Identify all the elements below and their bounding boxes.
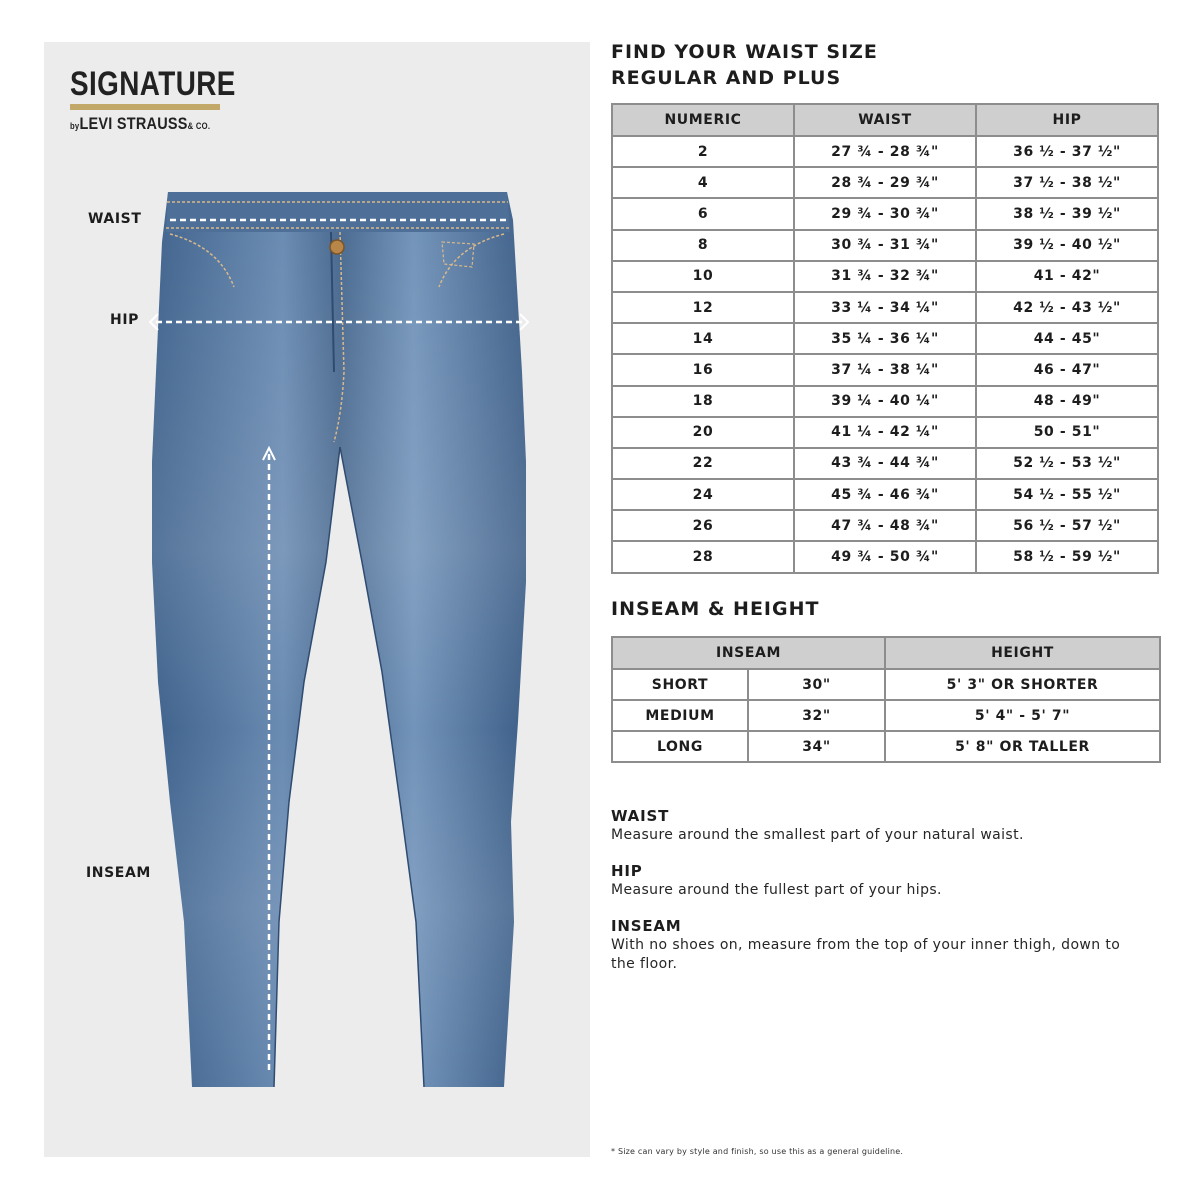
inseam-cell: 30" xyxy=(748,669,885,700)
brand-accent-bar xyxy=(70,104,220,110)
numeric-cell: 14 xyxy=(612,323,794,354)
inseam-section-title: INSEAM & HEIGHT xyxy=(611,598,820,620)
numeric-cell: 4 xyxy=(612,167,794,198)
waist-cell: 33 ¼ - 34 ¼" xyxy=(794,292,976,323)
numeric-cell: 12 xyxy=(612,292,794,323)
numeric-cell: 28 xyxy=(612,541,794,572)
inseam-height-table xyxy=(611,636,1161,763)
height-cell: 5' 3" OR SHORTER xyxy=(885,669,1160,700)
inseam-cell: 34" xyxy=(748,731,885,762)
table-row xyxy=(612,386,1158,417)
hip-cell: 39 ½ - 40 ½" xyxy=(976,230,1158,261)
table-row xyxy=(612,261,1158,292)
waist-size-table xyxy=(611,103,1159,574)
numeric-cell: 24 xyxy=(612,479,794,510)
header-waist: WAIST xyxy=(794,104,976,136)
length-cell: LONG xyxy=(612,731,748,762)
numeric-cell: 20 xyxy=(612,417,794,448)
table-row xyxy=(612,417,1158,448)
table-row xyxy=(612,541,1158,572)
waist-label: WAIST xyxy=(88,211,142,227)
numeric-cell: 16 xyxy=(612,354,794,385)
hip-cell: 46 - 47" xyxy=(976,354,1158,385)
definition-term: WAIST xyxy=(611,807,670,825)
numeric-cell: 18 xyxy=(612,386,794,417)
table-row xyxy=(612,731,1160,762)
waist-cell: 41 ¼ - 42 ¼" xyxy=(794,417,976,448)
header-hip: HIP xyxy=(976,104,1158,136)
table-row xyxy=(612,198,1158,229)
length-cell: SHORT xyxy=(612,669,748,700)
table-row xyxy=(612,700,1160,731)
table-row xyxy=(612,448,1158,479)
waist-cell: 47 ¾ - 48 ¾" xyxy=(794,510,976,541)
numeric-cell: 8 xyxy=(612,230,794,261)
hip-cell: 41 - 42" xyxy=(976,261,1158,292)
hip-cell: 54 ½ - 55 ½" xyxy=(976,479,1158,510)
hip-cell: 52 ½ - 53 ½" xyxy=(976,448,1158,479)
numeric-cell: 22 xyxy=(612,448,794,479)
hip-cell: 56 ½ - 57 ½" xyxy=(976,510,1158,541)
footnote: * Size can vary by style and finish, so use this as a general guideline. xyxy=(611,1147,904,1156)
brand-subtitle: byLEVI STRAUSS& CO. xyxy=(70,114,211,133)
hip-cell: 48 - 49" xyxy=(976,386,1158,417)
table-row xyxy=(612,323,1158,354)
waist-cell: 39 ¼ - 40 ¼" xyxy=(794,386,976,417)
waist-section-title: FIND YOUR WAIST SIZE REGULAR AND PLUS xyxy=(611,41,878,89)
table-row xyxy=(612,479,1158,510)
inseam-label: INSEAM xyxy=(86,865,151,881)
table-row xyxy=(612,510,1158,541)
jeans-illustration xyxy=(44,42,590,1157)
waist-cell: 49 ¾ - 50 ¾" xyxy=(794,541,976,572)
waist-cell: 43 ¾ - 44 ¾" xyxy=(794,448,976,479)
hip-cell: 58 ½ - 59 ½" xyxy=(976,541,1158,572)
measurement-definitions xyxy=(611,806,1171,974)
brand-title: SIGNATURE xyxy=(70,65,236,103)
waist-cell: 27 ¾ - 28 ¾" xyxy=(794,136,976,167)
header-inseam: INSEAM xyxy=(612,637,885,669)
length-cell: MEDIUM xyxy=(612,700,748,731)
definition-inseam xyxy=(611,916,1171,974)
waist-cell: 29 ¾ - 30 ¾" xyxy=(794,198,976,229)
hip-cell: 38 ½ - 39 ½" xyxy=(976,198,1158,229)
waist-cell: 28 ¾ - 29 ¾" xyxy=(794,167,976,198)
header-numeric: NUMERIC xyxy=(612,104,794,136)
hip-cell: 37 ½ - 38 ½" xyxy=(976,167,1158,198)
header-height: HEIGHT xyxy=(885,637,1160,669)
waist-cell: 45 ¾ - 46 ¾" xyxy=(794,479,976,510)
definition-text: Measure around the fullest part of your hips. xyxy=(611,882,942,898)
height-cell: 5' 4" - 5' 7" xyxy=(885,700,1160,731)
table-row xyxy=(612,230,1158,261)
table-row xyxy=(612,354,1158,385)
table-header-row xyxy=(612,104,1158,136)
hip-cell: 36 ½ - 37 ½" xyxy=(976,136,1158,167)
definition-hip xyxy=(611,861,1171,900)
waist-cell: 35 ¼ - 36 ¼" xyxy=(794,323,976,354)
definition-term: INSEAM xyxy=(611,917,682,935)
hip-cell: 44 - 45" xyxy=(976,323,1158,354)
numeric-cell: 26 xyxy=(612,510,794,541)
definition-term: HIP xyxy=(611,862,643,880)
height-cell: 5' 8" OR TALLER xyxy=(885,731,1160,762)
definition-text: With no shoes on, measure from the top of your inner thigh, down to the floor. xyxy=(611,937,1121,972)
numeric-cell: 2 xyxy=(612,136,794,167)
numeric-cell: 6 xyxy=(612,198,794,229)
waist-cell: 31 ¾ - 32 ¾" xyxy=(794,261,976,292)
hip-cell: 42 ½ - 43 ½" xyxy=(976,292,1158,323)
definition-waist xyxy=(611,806,1171,845)
hip-label: HIP xyxy=(110,312,139,328)
table-row xyxy=(612,136,1158,167)
table-row xyxy=(612,167,1158,198)
definition-text: Measure around the smallest part of your natural waist. xyxy=(611,827,1024,843)
waist-cell: 30 ¾ - 31 ¾" xyxy=(794,230,976,261)
waist-cell: 37 ¼ - 38 ¼" xyxy=(794,354,976,385)
numeric-cell: 10 xyxy=(612,261,794,292)
inseam-cell: 32" xyxy=(748,700,885,731)
hip-cell: 50 - 51" xyxy=(976,417,1158,448)
brand-logo xyxy=(70,66,240,134)
table-row xyxy=(612,669,1160,700)
table-row xyxy=(612,292,1158,323)
table-header-row xyxy=(612,637,1160,669)
button-rivet xyxy=(330,240,344,254)
